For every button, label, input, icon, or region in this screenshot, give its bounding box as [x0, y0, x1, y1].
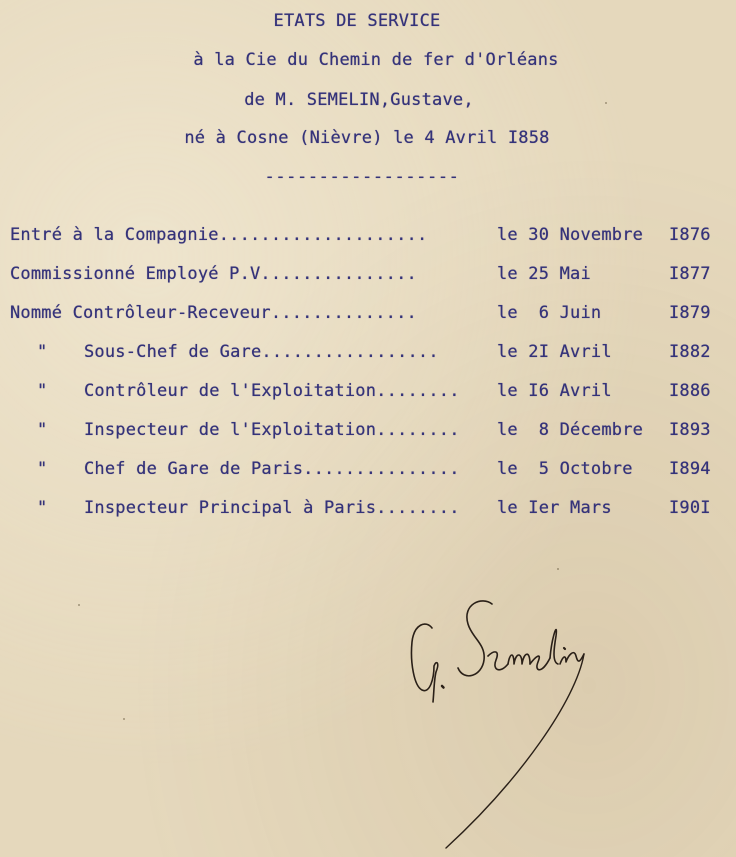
entry-year: I886: [669, 381, 711, 401]
entry-date: le 2I Avril: [497, 342, 612, 362]
entry-label: Nommé Contrôleur-Receveur..............: [10, 303, 417, 323]
ditto-mark: ": [37, 498, 48, 518]
service-entry: [0, 303, 736, 327]
entry-year: I876: [669, 225, 711, 245]
service-entry: [0, 342, 736, 366]
document-title: ETATS DE SERVICE: [273, 11, 441, 31]
ditto-mark: ": [37, 420, 48, 440]
service-entry: [0, 264, 736, 288]
entry-year: I882: [669, 342, 711, 362]
employee-name-line: de M. SEMELIN,Gustave,: [244, 90, 474, 110]
ditto-mark: ": [37, 342, 48, 362]
entry-label: Contrôleur de l'Exploitation........: [84, 381, 460, 401]
entry-label: Inspecteur Principal à Paris........: [84, 498, 460, 518]
paper-speck: [557, 568, 559, 570]
entry-year: I90I: [669, 498, 711, 518]
entry-label: Chef de Gare de Paris...............: [84, 459, 460, 479]
ditto-mark: ": [37, 381, 48, 401]
entry-date: le 5 Octobre: [497, 459, 633, 479]
entry-date: le 30 Novembre: [497, 225, 644, 245]
birth-line: né à Cosne (Nièvre) le 4 Avril I858: [184, 128, 550, 148]
company-line: à la Cie du Chemin de fer d'Orléans: [193, 50, 559, 70]
entry-date: le 8 Décembre: [497, 420, 644, 440]
entry-label: Commissionné Employé P.V...............: [10, 264, 417, 284]
entry-label: Sous-Chef de Gare.................: [84, 342, 439, 362]
paper-speck: [605, 102, 607, 104]
entry-year: I877: [669, 264, 711, 284]
service-entry: [0, 498, 736, 522]
separator-line: ------------------: [264, 167, 460, 187]
handwritten-signature: [400, 590, 620, 855]
entry-date: le 25 Mai: [497, 264, 591, 284]
entry-date: le Ier Mars: [497, 498, 612, 518]
paper-speck: [78, 604, 80, 606]
entry-year: I893: [669, 420, 711, 440]
service-entry: [0, 381, 736, 405]
entry-year: I879: [669, 303, 711, 323]
entry-date: le 6 Juin: [497, 303, 602, 323]
service-entry: [0, 420, 736, 444]
ditto-mark: ": [37, 459, 48, 479]
entry-label: Inspecteur de l'Exploitation........: [84, 420, 460, 440]
service-entry: [0, 225, 736, 249]
paper-speck: [123, 718, 125, 720]
entry-year: I894: [669, 459, 711, 479]
service-entry: [0, 459, 736, 483]
entry-label: Entré à la Compagnie....................: [10, 225, 428, 245]
entry-date: le I6 Avril: [497, 381, 612, 401]
